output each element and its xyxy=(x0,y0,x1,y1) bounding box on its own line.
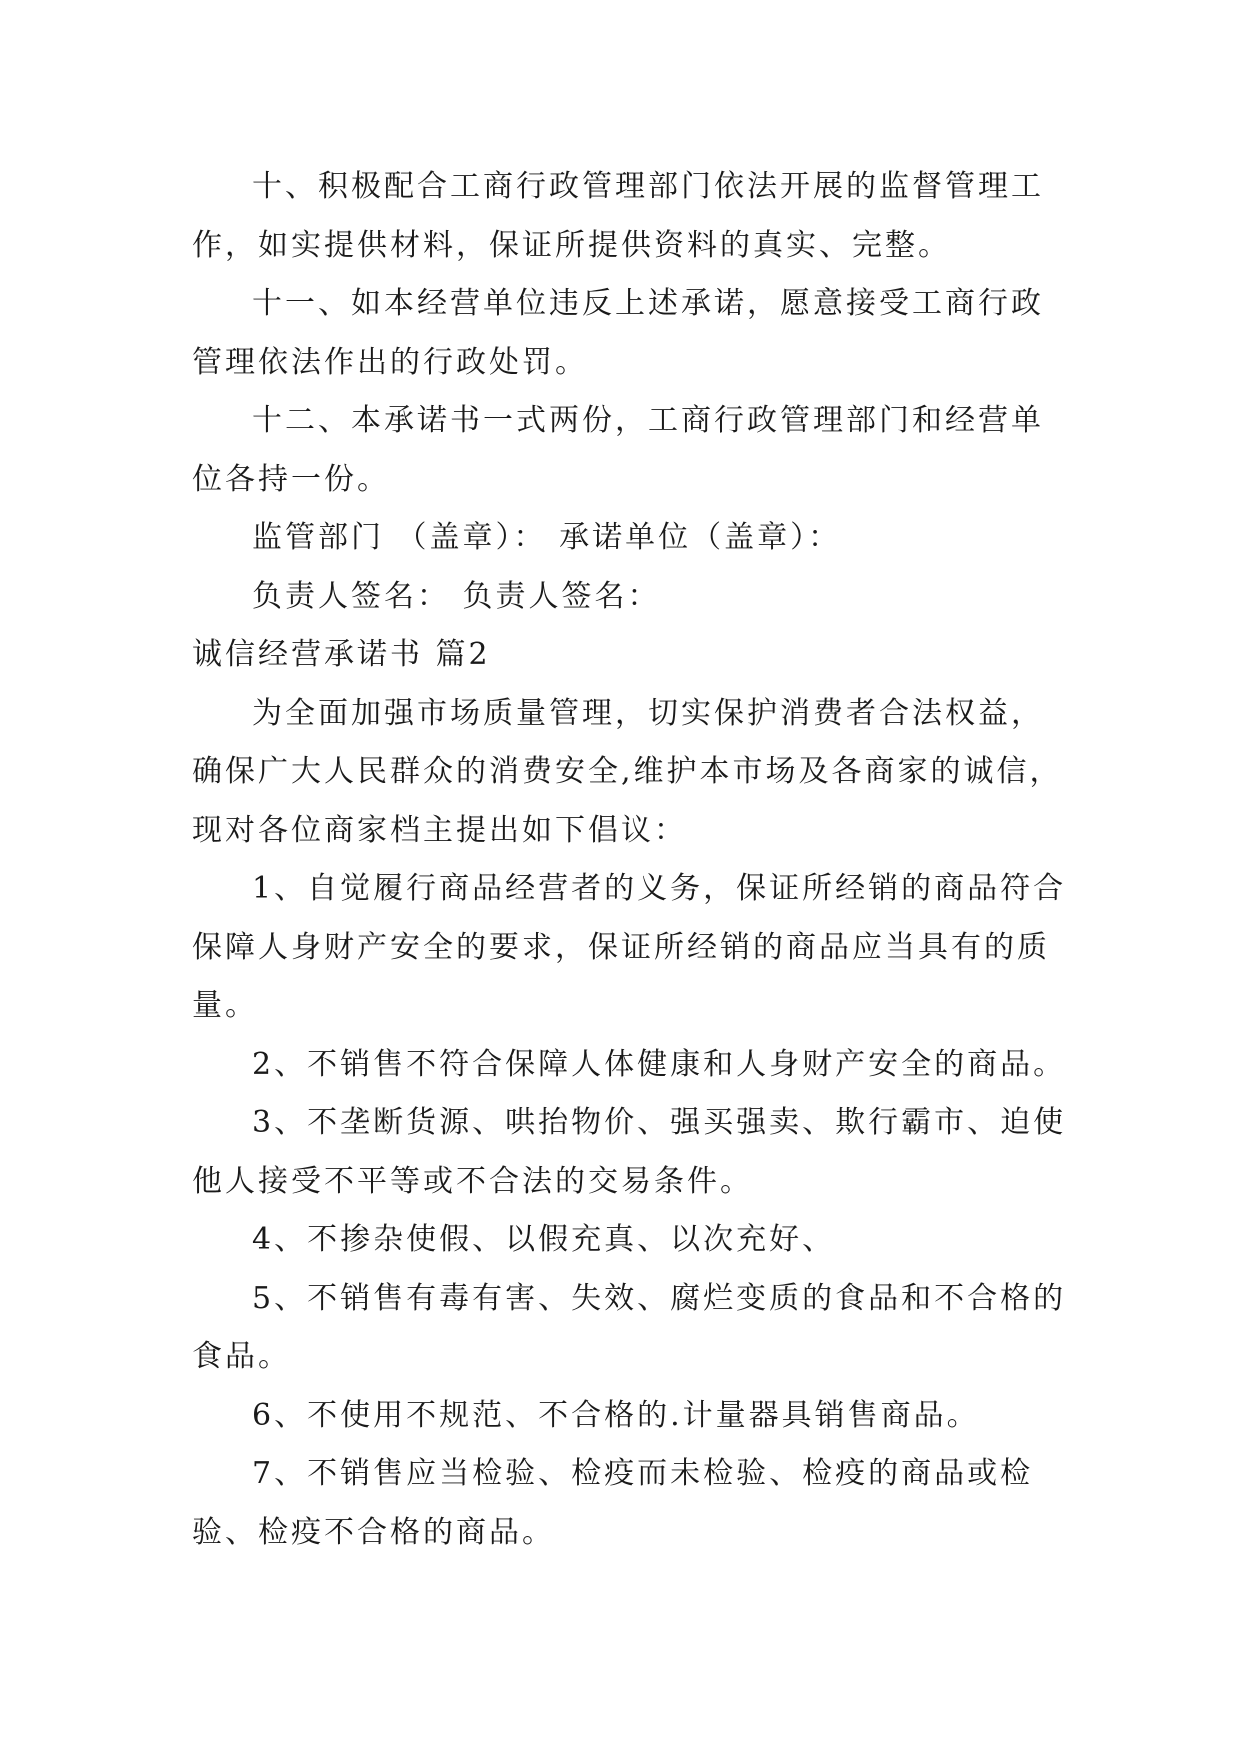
paragraph: 十二、本承诺书一式两份，工商行政管理部门和经营单位各持一份。 xyxy=(192,403,1044,497)
section-heading: 诚信经营承诺书 篇2 xyxy=(192,637,491,672)
paragraph: 十、积极配合工商行政管理部门依法开展的监督管理工作，如实提供材料，保证所提供资料的真实、完整。 xyxy=(192,169,1044,263)
paragraph: 为全面加强市场质量管理，切实保护消费者合法权益，确保广大人民群众的消费安全,维护本市场及各商家的诚信，现对各位商家档主提出如下倡议： xyxy=(192,695,1063,848)
list-item: 3、不垄断货源、哄抬物价、强买强卖、欺行霸市、迫使他人接受不平等或不合法的交易条件。 xyxy=(192,1105,1067,1199)
paragraph: 负责人签名： 负责人签名： xyxy=(252,578,661,614)
list-item: 2、不销售不符合保障人体健康和人身财产安全的商品。 xyxy=(252,1046,1067,1082)
paragraph: 十一、如本经营单位违反上述承诺，愿意接受工商行政管理依法作出的行政处罚。 xyxy=(192,286,1044,380)
list-item: 6、不使用不规范、不合格的.计量器具销售商品。 xyxy=(252,1397,980,1433)
list-item: 7、不销售应当检验、检疫而未检验、检疫的商品或检验、检疫不合格的商品。 xyxy=(192,1456,1034,1550)
list-item: 5、不销售有毒有害、失效、腐烂变质的食品和不合格的食品。 xyxy=(192,1280,1067,1374)
paragraph: 监管部门 （盖章）： 承诺单位（盖章）： xyxy=(252,520,842,555)
list-item: 1、自觉履行商品经营者的义务，保证所经销的商品符合保障人身财产安全的要求，保证所经销的商品应当具有的质量。 xyxy=(192,871,1067,1023)
document-body xyxy=(192,158,1072,1562)
list-item: 4、不掺杂使假、以假充真、以次充好、 xyxy=(252,1222,836,1257)
